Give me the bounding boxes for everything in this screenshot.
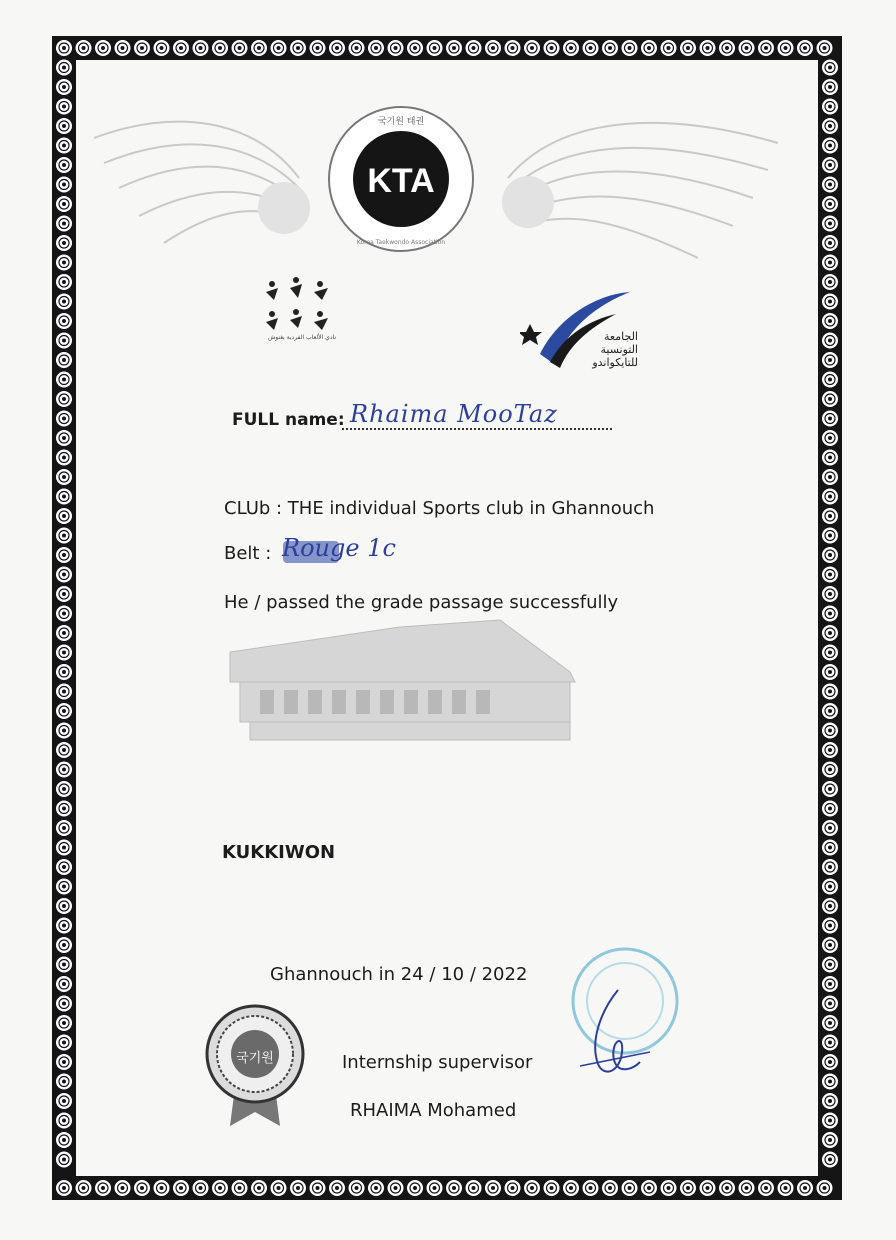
border-flower <box>822 177 838 193</box>
border-flower <box>56 1093 72 1109</box>
border-flower <box>822 606 838 622</box>
border-flower <box>622 40 638 56</box>
border-flower <box>56 898 72 914</box>
border-flower <box>56 333 72 349</box>
border-flower <box>544 1180 560 1196</box>
border-flower <box>822 216 838 232</box>
border-flower <box>56 996 72 1012</box>
border-flower <box>822 352 838 368</box>
border-flower <box>563 1180 579 1196</box>
border-flower <box>544 40 560 56</box>
border-flower <box>822 567 838 583</box>
border-flower <box>251 40 267 56</box>
border-flower <box>56 1054 72 1070</box>
border-flower <box>563 40 579 56</box>
border-flower <box>719 1180 735 1196</box>
border-flower <box>602 40 618 56</box>
border-flower <box>56 664 72 680</box>
border-flower <box>388 1180 404 1196</box>
belt-label: Belt : <box>224 543 272 564</box>
border-flower <box>56 450 72 466</box>
border-flower <box>505 1180 521 1196</box>
border-flower <box>822 79 838 95</box>
border-flower <box>822 879 838 895</box>
border-flower <box>797 40 813 56</box>
border-flower <box>56 645 72 661</box>
border-flower <box>232 1180 248 1196</box>
border-flower <box>134 40 150 56</box>
border-flower <box>56 1113 72 1129</box>
border-flower <box>822 313 838 329</box>
kukkiwon-seal <box>200 1002 310 1128</box>
border-flower <box>56 1015 72 1031</box>
border-flower <box>641 1180 657 1196</box>
border-flower <box>95 1180 111 1196</box>
border-flower <box>822 703 838 719</box>
border-flower <box>56 840 72 856</box>
border-flower <box>822 586 838 602</box>
border-flower <box>446 40 462 56</box>
border-flower <box>193 1180 209 1196</box>
border-flower <box>329 40 345 56</box>
kta-ring-top-text: 국기원 태권 <box>377 117 425 127</box>
border-flower <box>822 1015 838 1031</box>
full-name-value: Rhaima MooTaz <box>350 400 558 428</box>
border-flower <box>822 235 838 251</box>
border-flower <box>56 411 72 427</box>
border-flower <box>822 625 838 641</box>
border-flower <box>739 1180 755 1196</box>
border-flower <box>822 1093 838 1109</box>
border-flower <box>822 157 838 173</box>
border-flower <box>466 40 482 56</box>
border-flower <box>76 1180 92 1196</box>
border-flower <box>349 40 365 56</box>
border-flower <box>56 762 72 778</box>
border-flower <box>56 255 72 271</box>
border-flower <box>56 294 72 310</box>
border-flower <box>56 235 72 251</box>
border-flower <box>56 606 72 622</box>
border-flower <box>290 40 306 56</box>
federation-name-line-2: التونسية <box>600 343 638 356</box>
border-flower <box>622 1180 638 1196</box>
border-flower <box>56 742 72 758</box>
border-flower <box>56 313 72 329</box>
border-flower <box>822 489 838 505</box>
border-flower <box>173 40 189 56</box>
seal-center-text: 국기원 <box>236 1051 274 1066</box>
kta-logo-text: KTA <box>367 162 435 200</box>
border-flower <box>641 40 657 56</box>
border-flower <box>56 1132 72 1148</box>
border-flower <box>212 40 228 56</box>
border-flower <box>56 547 72 563</box>
left-wing-decoration <box>84 98 314 268</box>
border-flower <box>56 391 72 407</box>
border-flower <box>56 781 72 797</box>
border-flower <box>56 586 72 602</box>
right-wing-decoration <box>488 98 788 288</box>
border-flower <box>56 489 72 505</box>
border-flower <box>661 40 677 56</box>
border-flower <box>822 333 838 349</box>
border-flower <box>56 40 72 56</box>
border-flower <box>822 1113 838 1129</box>
border-flower <box>822 801 838 817</box>
border-flower <box>602 1180 618 1196</box>
border-flower <box>56 1035 72 1051</box>
border-flower <box>56 138 72 154</box>
border-flower <box>134 1180 150 1196</box>
border-flower <box>310 1180 326 1196</box>
border-flower <box>822 138 838 154</box>
full-name-dotted-line <box>342 428 612 430</box>
border-flower <box>524 40 540 56</box>
federation-name-line-3: للتايكواندو <box>592 356 638 369</box>
supervisor-title: Internship supervisor <box>342 1052 533 1073</box>
border-flower <box>822 918 838 934</box>
border-flower <box>797 1180 813 1196</box>
border-flower <box>822 99 838 115</box>
border-flower <box>56 1074 72 1090</box>
border-flower <box>822 1054 838 1070</box>
border-flower <box>822 1132 838 1148</box>
border-flower <box>822 430 838 446</box>
border-flower <box>56 703 72 719</box>
border-flower <box>56 508 72 524</box>
border-flower <box>822 118 838 134</box>
border-flower <box>56 723 72 739</box>
border-flower <box>271 40 287 56</box>
border-flower <box>583 1180 599 1196</box>
kta-ring-bottom-text: Korea Taekwondo Association <box>356 239 446 246</box>
border-flower <box>822 294 838 310</box>
border-flower <box>758 1180 774 1196</box>
border-flower <box>505 40 521 56</box>
border-flower <box>56 99 72 115</box>
border-flower <box>758 40 774 56</box>
border-flower <box>56 177 72 193</box>
border-flower <box>822 1074 838 1090</box>
club-line: CLUb : THE individual Sports club in Ghannouch <box>224 498 655 519</box>
border-flower <box>56 918 72 934</box>
border-flower <box>56 567 72 583</box>
border-flower <box>822 645 838 661</box>
federation-name-line-1: الجامعة <box>604 330 638 343</box>
border-flower <box>427 40 443 56</box>
border-flower <box>524 1180 540 1196</box>
border-flower <box>700 40 716 56</box>
border-flower <box>56 372 72 388</box>
border-flower <box>56 157 72 173</box>
border-flower <box>290 1180 306 1196</box>
building-watermark <box>220 612 590 747</box>
border-flower <box>822 762 838 778</box>
border-flower <box>173 1180 189 1196</box>
border-flower <box>56 216 72 232</box>
border-flower <box>56 957 72 973</box>
border-flower <box>822 937 838 953</box>
border-flower <box>822 742 838 758</box>
border-flower <box>56 1180 72 1196</box>
border-flower <box>56 274 72 290</box>
border-flower <box>822 1035 838 1051</box>
border-flower <box>822 411 838 427</box>
border-flower <box>56 1152 72 1168</box>
border-flower <box>822 976 838 992</box>
border-flower <box>822 469 838 485</box>
border-flower <box>407 40 423 56</box>
border-flower <box>822 274 838 290</box>
border-flower <box>56 859 72 875</box>
border-flower <box>56 625 72 641</box>
border-flower <box>822 547 838 563</box>
border-flower <box>56 430 72 446</box>
border-flower <box>822 684 838 700</box>
border-flower <box>115 40 131 56</box>
border-flower <box>310 40 326 56</box>
border-flower <box>739 40 755 56</box>
border-flower <box>154 40 170 56</box>
border-flower <box>822 372 838 388</box>
border-flower <box>822 840 838 856</box>
organization-name: KUKKIWON <box>222 842 336 863</box>
border-flower <box>700 1180 716 1196</box>
border-flower <box>680 1180 696 1196</box>
border-flower <box>56 684 72 700</box>
border-flower <box>822 60 838 76</box>
border-flower <box>822 508 838 524</box>
border-flower <box>822 820 838 836</box>
border-flower <box>822 723 838 739</box>
border-flower <box>822 255 838 271</box>
border-flower <box>388 40 404 56</box>
federation-name <box>568 330 638 369</box>
border-flower <box>56 79 72 95</box>
border-flower <box>822 859 838 875</box>
club-emblem-caption: نادي الألعاب الفردية بغنوش <box>267 334 337 341</box>
border-flower <box>368 1180 384 1196</box>
border-flower <box>193 40 209 56</box>
border-flower <box>115 1180 131 1196</box>
supervisor-name: RHAIMA Mohamed <box>350 1100 517 1121</box>
border-flower <box>822 196 838 212</box>
border-flower <box>817 40 833 56</box>
border-flower <box>56 352 72 368</box>
border-flower <box>212 1180 228 1196</box>
border-flower <box>822 528 838 544</box>
border-flower <box>56 60 72 76</box>
border-flower <box>56 937 72 953</box>
supervisor-signature <box>570 982 660 1082</box>
border-flower <box>251 1180 267 1196</box>
border-flower <box>232 40 248 56</box>
border-flower <box>719 40 735 56</box>
border-flower <box>154 1180 170 1196</box>
border-flower <box>822 957 838 973</box>
border-flower <box>76 40 92 56</box>
border-flower <box>680 40 696 56</box>
border-flower <box>485 40 501 56</box>
border-flower <box>778 40 794 56</box>
passed-statement: He / passed the grade passage successfully <box>224 592 619 613</box>
border-flower <box>822 996 838 1012</box>
border-flower <box>661 1180 677 1196</box>
border-flower <box>822 781 838 797</box>
full-name-label: FULL name: <box>232 410 345 430</box>
border-flower <box>271 1180 287 1196</box>
border-flower <box>822 664 838 680</box>
border-flower <box>56 469 72 485</box>
border-flower <box>56 528 72 544</box>
border-flower <box>817 1180 833 1196</box>
border-flower <box>446 1180 462 1196</box>
border-flower <box>56 196 72 212</box>
border-flower <box>485 1180 501 1196</box>
date-line: Ghannouch in 24 / 10 / 2022 <box>270 964 528 985</box>
border-flower <box>56 879 72 895</box>
border-flower <box>56 820 72 836</box>
border-flower <box>427 1180 443 1196</box>
border-flower <box>56 801 72 817</box>
border-flower <box>778 1180 794 1196</box>
border-flower <box>407 1180 423 1196</box>
border-flower <box>466 1180 482 1196</box>
border-flower <box>822 450 838 466</box>
border-flower <box>349 1180 365 1196</box>
kta-logo <box>326 104 476 254</box>
border-flower <box>329 1180 345 1196</box>
border-flower <box>56 118 72 134</box>
belt-value: Rouge 1c <box>282 534 396 562</box>
border-flower <box>583 40 599 56</box>
border-flower <box>822 1152 838 1168</box>
border-flower <box>368 40 384 56</box>
border-flower <box>95 40 111 56</box>
border-flower <box>56 976 72 992</box>
border-flower <box>822 391 838 407</box>
border-flower <box>822 898 838 914</box>
